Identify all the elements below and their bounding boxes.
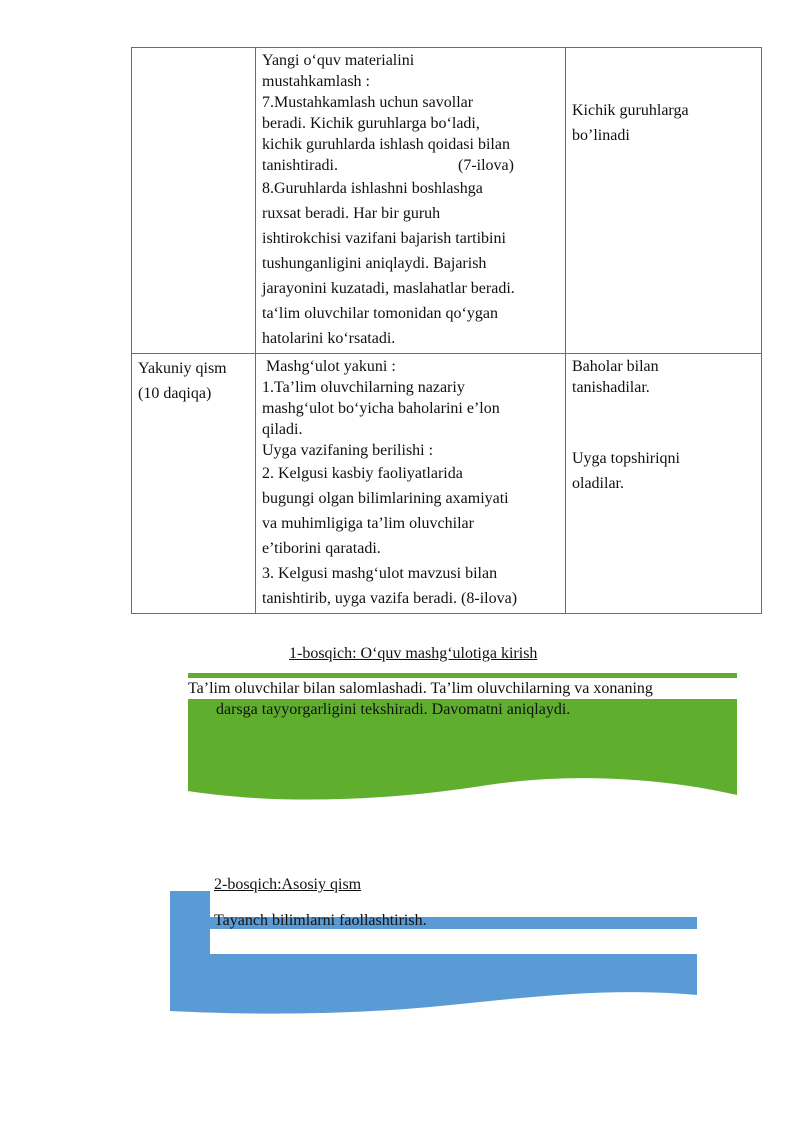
lesson-plan-table — [131, 47, 762, 614]
text-line: tanishtiradi. (7-ilova) — [262, 157, 514, 174]
text-line: Yangi o‘quv materialini — [262, 52, 415, 69]
table-row — [132, 48, 762, 354]
stage2-text: Tayanch bilimlarni faollashtirish. — [214, 912, 427, 929]
text-line: oladilar. — [572, 475, 624, 492]
teacher-activity-cell — [256, 354, 566, 614]
text-line: 8.Guruhlarda ishlashni boshlashga — [262, 180, 483, 197]
student-activity-cell — [566, 354, 762, 614]
text-line: tanishtirib, uyga vazifa beradi. (8-ilova) — [262, 590, 518, 607]
text-line: e’tiborini qaratadi. — [262, 540, 381, 557]
text-line: tushunganligini aniqlaydi. Bajarish — [262, 255, 487, 272]
stage-duration: (10 daqiqa) — [138, 385, 212, 402]
text-line: 2. Kelgusi kasbiy faoliyatlarida — [262, 465, 463, 482]
text-line: qiladi. — [262, 421, 303, 438]
stage1-line: darsga tayyorgarligini tekshiradi. Davomatni aniqlaydi. — [216, 701, 571, 718]
text-line: jarayonini kuzatadi, maslahatlar beradi. — [262, 280, 515, 297]
text-line: Uyga topshiriqni — [572, 450, 680, 467]
stage1-heading: 1-bosqich: O‘quv mashg‘ulotiga kirish — [289, 645, 538, 662]
stage2-heading: 2-bosqich:Asosiy qism — [214, 876, 362, 893]
text-line: 7.Mustahkamlash uchun savollar — [262, 94, 474, 111]
teacher-activity-cell — [256, 48, 566, 354]
text-line: Mashg‘ulot yakuni : — [262, 358, 396, 375]
text-line: Baholar bilan — [572, 358, 659, 375]
text-line: va muhimligiga ta’lim oluvchilar — [262, 515, 474, 532]
stage1-text — [186, 678, 746, 720]
text-line: tanishadilar. — [572, 379, 650, 396]
text-line: kichik guruhlarda ishlash qoidasi bilan — [262, 136, 510, 153]
text-line: mustahkamlash : — [262, 73, 370, 90]
text-line: ishtirokchisi vazifani bajarish tartibini — [262, 230, 506, 247]
stage2-banner — [170, 891, 697, 1015]
text-line: ta‘lim oluvchilar tomonidan qo‘ygan — [262, 305, 498, 322]
text-line: mashg‘ulot bo‘yicha baholarini e’lon — [262, 400, 500, 417]
text-line: hatolarini ko‘rsatadi. — [262, 330, 396, 347]
stage-cell — [132, 48, 256, 354]
student-activity-cell — [566, 48, 762, 354]
stage-cell — [132, 354, 256, 614]
text-line: bugungi olgan bilimlarining axamiyati — [262, 490, 509, 507]
stage1-line: Ta’lim oluvchilar bilan salomlashadi. Ta’lim oluvchilarning va xonaning — [186, 678, 746, 699]
text-line: 1.Ta’lim oluvchilarning nazariy — [262, 379, 465, 396]
text-line: Uyga vazifaning berilishi : — [262, 442, 434, 459]
text-line: Kichik guruhlarga — [572, 102, 689, 119]
table-row — [132, 354, 762, 614]
stage-label: Yakuniy qism — [138, 360, 227, 377]
text-line: bo’linadi — [572, 127, 630, 144]
text-line: beradi. Kichik guruhlarga bo‘ladi, — [262, 115, 480, 132]
text-line: ruxsat beradi. Har bir guruh — [262, 205, 441, 222]
text-line: 3. Kelgusi mashg‘ulot mavzusi bilan — [262, 565, 498, 582]
